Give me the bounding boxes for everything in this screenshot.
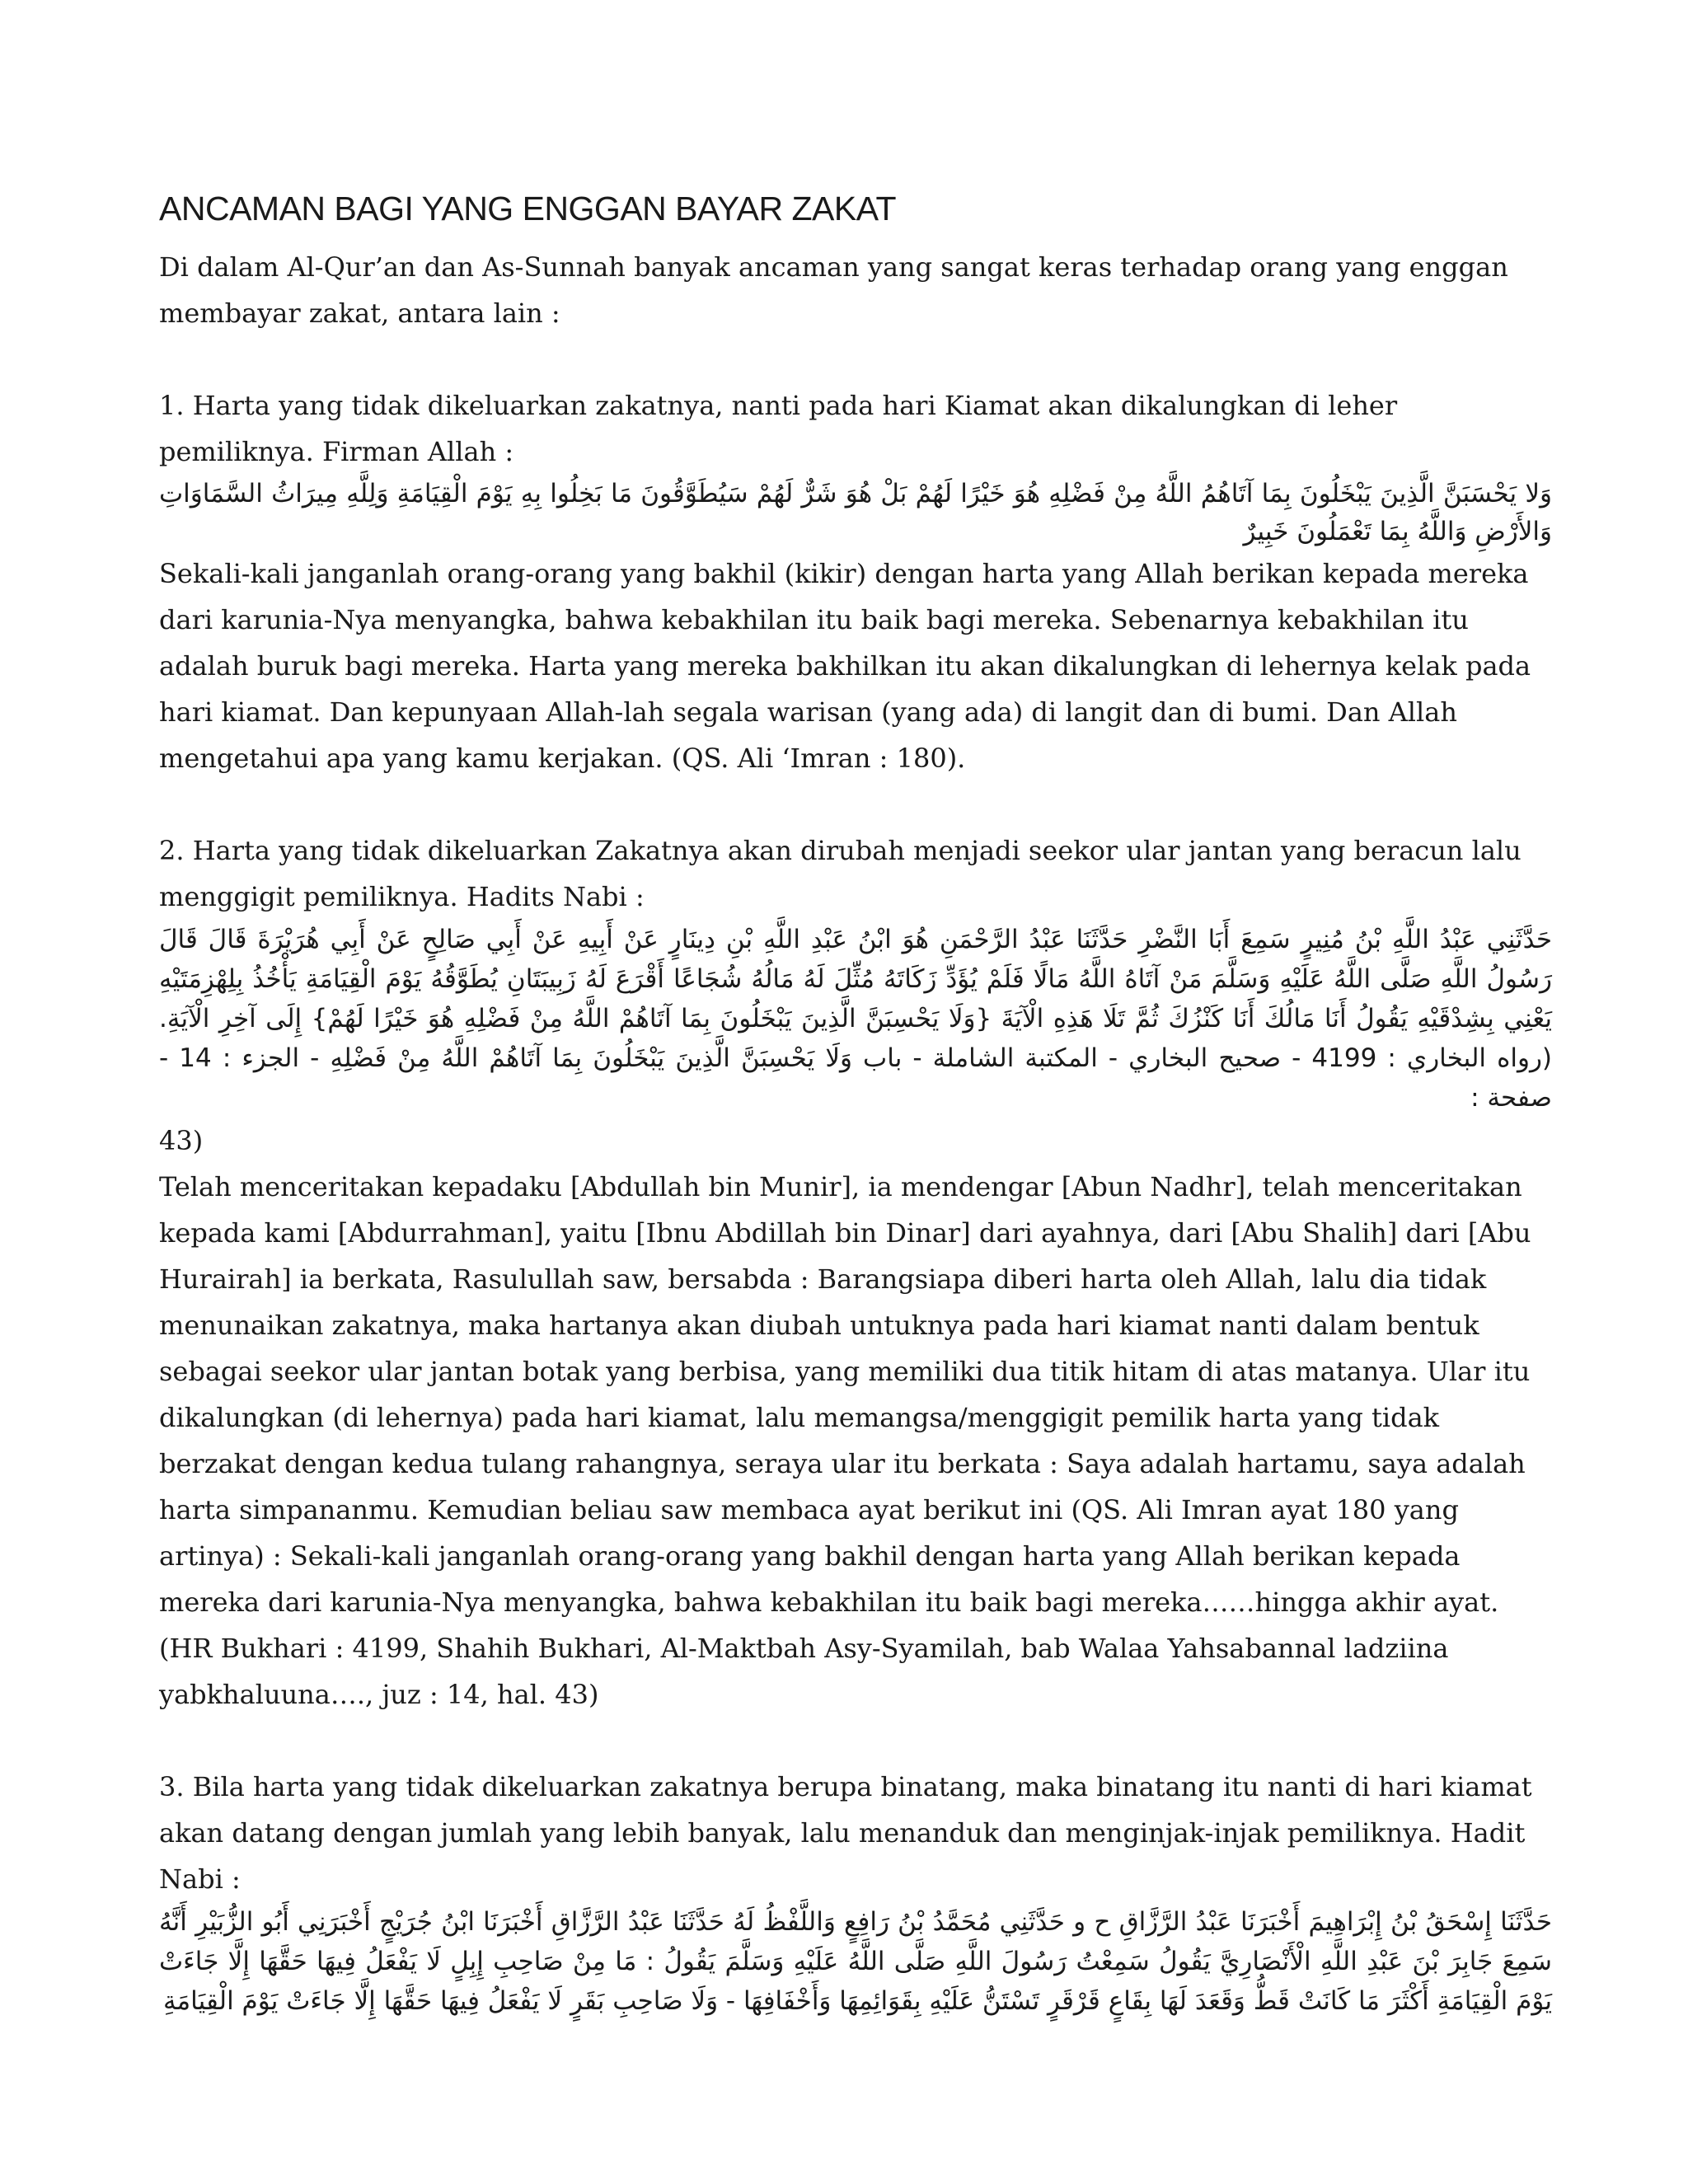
intro-paragraph: Di dalam Al-Qur’an dan As-Sunnah banyak ancaman yang sangat keras terhadap orang yang enggan membayar zakat, antara lain :	[159, 251, 1508, 329]
paragraph-spacer	[159, 781, 1552, 827]
section-2-heading: 2. Harta yang tidak dikeluarkan Zakatnya akan dirubah menjadi seekor ular jantan yang beracun lalu menggigit pemiliknya. Hadits Nabi :	[159, 835, 1522, 912]
document-title: ANCAMAN BAGI YANG ENGGAN BAYAR ZAKAT	[159, 190, 897, 227]
section-1-heading: 1. Harta yang tidak dikeluarkan zakatnya, nanti pada hari Kiamat akan dikalungkan di leher pemiliknya. Firman Allah :	[159, 390, 1398, 467]
section-2-arabic-hadith: حَدَّثَنِي عَبْدُ اللَّهِ بْنُ مُنِيرٍ سَمِعَ أَبَا النَّضْرِ حَدَّثَنَا عَبْدُ الرَّحْمَنِ هُوَ ابْنُ عَبْدِ اللَّهِ بْنِ دِينَارٍ عَنْ أَبِيهِ عَنْ أَبِي صَالِحٍ عَنْ أَبِي هُرَيْرَةَ قَالَ قَالَ رَسُولُ اللَّهِ صَلَّى اللَّهُ عَلَيْهِ وَسَلَّمَ مَنْ آتَاهُ اللَّهُ مَالًا فَلَمْ يُؤَدِّ زَكَاتَهُ مُثِّلَ لَهُ مَالُهُ شُجَاعًا أَقْرَعَ لَهُ زَبِيبَتَانِ يُطَوَّقُهُ يَوْمَ الْقِيَامَةِ يَأْخُذُ بِلِهْزِمَتَيْهِ يَعْنِي بِشِدْقَيْهِ يَقُولُ أَنَا مَالُكَ أَنَا كَنْزُكَ ثُمَّ تَلَا هَذِهِ الْآيَةَ {وَلَا يَحْسِبَنَّ الَّذِينَ يَبْخَلُونَ بِمَا آتَاهُمْ اللَّهُ مِنْ فَضْلِهِ هُوَ خَيْرًا لَهُمْ} إِلَى آخِرِ الْآيَةِ. (رواه البخاري : 4199 - صحيح البخاري - المكتبة الشاملة - باب وَلَا يَحْسِبَنَّ الَّذِينَ يَبْخَلُونَ بِمَا آتَاهُمْ اللَّهُ مِنْ فَضْلِهِ - الجزء : 14 - صفحة :	[159, 925, 1553, 1113]
section-3-arabic-hadith: حَدَّثَنَا إِسْحَقُ بْنُ إِبْرَاهِيمَ أَخْبَرَنَا عَبْدُ الرَّزَّاقِ ح و حَدَّثَنِي مُحَمَّدُ بْنُ رَافِعٍ وَاللَّفْظُ لَهُ حَدَّثَنَا عَبْدُ الرَّزَّاقِ أَخْبَرَنَا ابْنُ جُرَيْجٍ أَخْبَرَنِي أَبُو الزُّبَيْرِ أَنَّهُ سَمِعَ جَابِرَ بْنَ عَبْدِ اللَّهِ الْأَنْصَارِيَّ يَقُولُ سَمِعْتُ رَسُولَ اللَّهِ صَلَّى اللَّهُ عَلَيْهِ وَسَلَّمَ يَقُولُ : مَا مِنْ صَاحِبِ إِبِلٍ لَا يَفْعَلُ فِيهَا حَقَّهَا إِلَّا جَاءَتْ يَوْمَ الْقِيَامَةِ أَكْثَرَ مَا كَانَتْ قَطُّ وَقَعَدَ لَهَا بِقَاعٍ قَرْقَرٍ تَسْتَنُّ عَلَيْهِ بِقَوَائِمِهَا وَأَخْفَافِهَا - وَلَا صَاحِبِ بَقَرٍ لَا يَفْعَلُ فِيهَا حَقَّهَا إِلَّا جَاءَتْ يَوْمَ الْقِيَامَةِ	[159, 1907, 1552, 2016]
section-2-arabic-tail: 43)	[159, 1125, 204, 1156]
section-2-translation: Telah menceritakan kepadaku [Abdullah bin Munir], ia mendengar [Abun Nadhr], telah menceritakan kepada kami [Abdurrahman], yaitu [Ibnu Abdillah bin Dinar] dari ayahnya, dari [Abu Shalih] dari [Abu Hurairah] ia berkata, Rasulullah saw, bersabda : Barangsiapa diberi harta oleh Allah, lalu dia tidak menunaikan zakatnya, maka hartanya akan diubah untuknya pada hari kiamat nanti dalam bentuk sebagai seekor ular jantan botak yang berbisa, yang memiliki dua titik hitam di atas matanya. Ular itu dikalungkan (di lehernya) pada hari kiamat, lalu memangsa/menggigit pemilik harta yang tidak berzakat dengan kedua tulang rahangnya, seraya ular itu berkata : Saya adalah hartamu, saya adalah harta simpananmu. Kemudian beliau saw membaca ayat berikut ini (QS. Ali Imran ayat 180 yang artinya) : Sekali-kali janganlah orang-orang yang bakhil dengan harta yang Allah berikan kepada mereka dari karunia-Nya menyangka, bahwa kebakhilan itu baik bagi mereka……hingga akhir ayat. (HR Bukhari : 4199, Shahih Bukhari, Al-Maktbah Asy-Syamilah, bab Walaa Yahsabannal ladziina yabkhaluuna…., juz : 14, hal. 43)	[159, 1171, 1531, 1710]
paragraph-spacer	[159, 1718, 1552, 1764]
section-1-arabic-verse: وَلا يَحْسَبَنَّ الَّذِينَ يَبْخَلُونَ بِمَا آتَاهُمُ اللَّهُ مِنْ فَضْلِهِ هُوَ خَيْرًا لَهُمْ بَلْ هُوَ شَرٌّ لَهُمْ سَيُطَوَّقُونَ مَا بَخِلُوا بِهِ يَوْمَ الْقِيَامَةِ وَلِلَّهِ مِيرَاثُ السَّمَاوَاتِ وَالأَرْضِ وَاللَّهُ بِمَا تَعْمَلُونَ خَبِيرٌ	[159, 479, 1552, 546]
paragraph-spacer	[159, 336, 1552, 382]
section-1-translation: Sekali-kali janganlah orang-orang yang bakhil (kikir) dengan harta yang Allah berikan kepada mereka dari karunia-Nya menyangka, bahwa kebakhilan itu baik bagi mereka. Sebenarnya kebakhilan itu adalah buruk bagi mereka. Harta yang mereka bakhilkan itu akan dikalungkan di lehernya kelak pada hari kiamat. Dan kepunyaan Allah-lah segala warisan (yang ada) di langit dan di bumi. Dan Allah mengetahui apa yang kamu kerjakan. (QS. Ali ‘Imran : 180).	[159, 558, 1531, 774]
section-3-heading: 3. Bila harta yang tidak dikeluarkan zakatnya berupa binatang, maka binatang itu nanti di hari kiamat akan datang dengan jumlah yang lebih banyak, lalu menanduk dan menginjak-injak pemiliknya. Hadit Nabi :	[159, 1771, 1532, 1895]
document-body	[159, 188, 1552, 2021]
